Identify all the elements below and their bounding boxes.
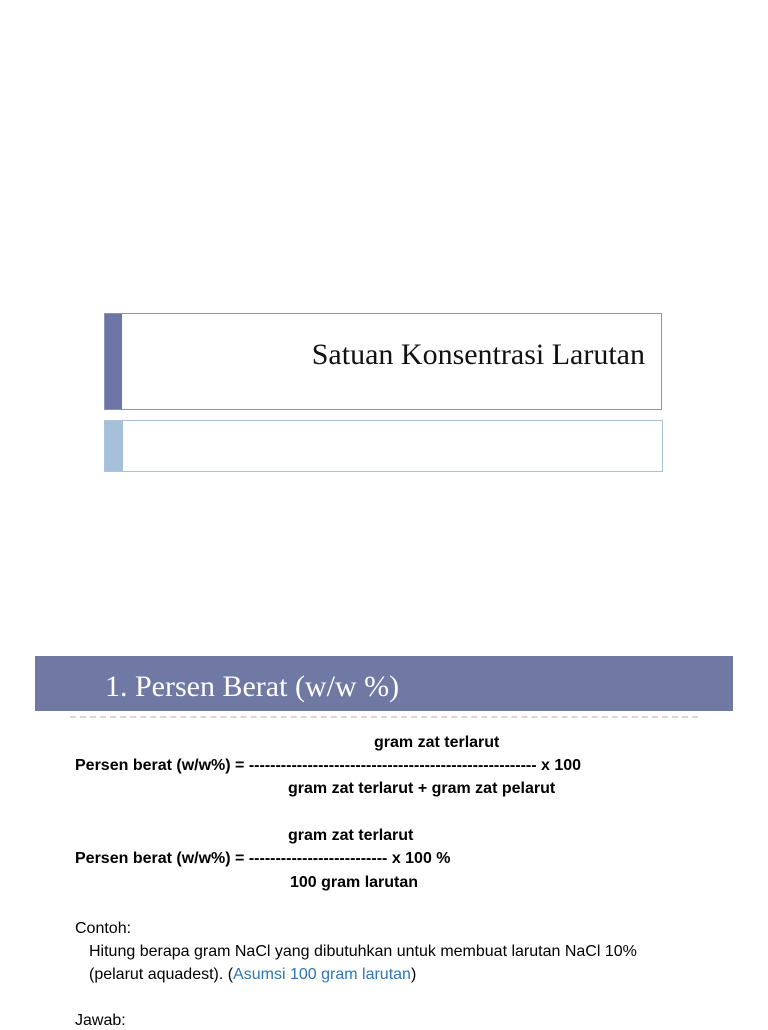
formula1-denominator: gram zat terlarut + gram zat pelarut	[288, 780, 556, 797]
title-placeholder	[104, 313, 662, 410]
example-question-line1: Hitung berapa gram NaCl yang dibutuhkan untuk membuat larutan NaCl 10%	[89, 943, 637, 960]
formula2-line: Persen berat (w/w%) = -------------------------- x 100 %	[75, 850, 451, 867]
section-heading: 1. Persen Berat (w/w %)	[105, 670, 400, 703]
section-header	[35, 656, 733, 711]
subtitle-accent-bar	[105, 421, 123, 471]
formula1-line: Persen berat (w/w%) = ------------------------------------------------------ x 100	[75, 757, 582, 774]
formula2-numerator: gram zat terlarut	[288, 827, 414, 844]
assumption-highlight: Asumsi 100 gram larutan	[233, 966, 411, 983]
subtitle-placeholder	[104, 420, 663, 472]
example-line2-prefix: (pelarut aquadest). (	[89, 966, 234, 983]
example-label: Contoh:	[75, 920, 132, 937]
example-line2-suffix: )	[410, 966, 417, 983]
answer-label: Jawab:	[75, 1012, 126, 1029]
title-accent-bar	[105, 314, 122, 409]
formula2-denominator: 100 gram larutan	[290, 874, 419, 891]
slide-title: Satuan Konsentrasi Larutan	[311, 338, 645, 371]
header-divider	[70, 716, 698, 718]
example-question-line2	[89, 966, 416, 984]
formula1-numerator: gram zat terlarut	[374, 734, 500, 751]
